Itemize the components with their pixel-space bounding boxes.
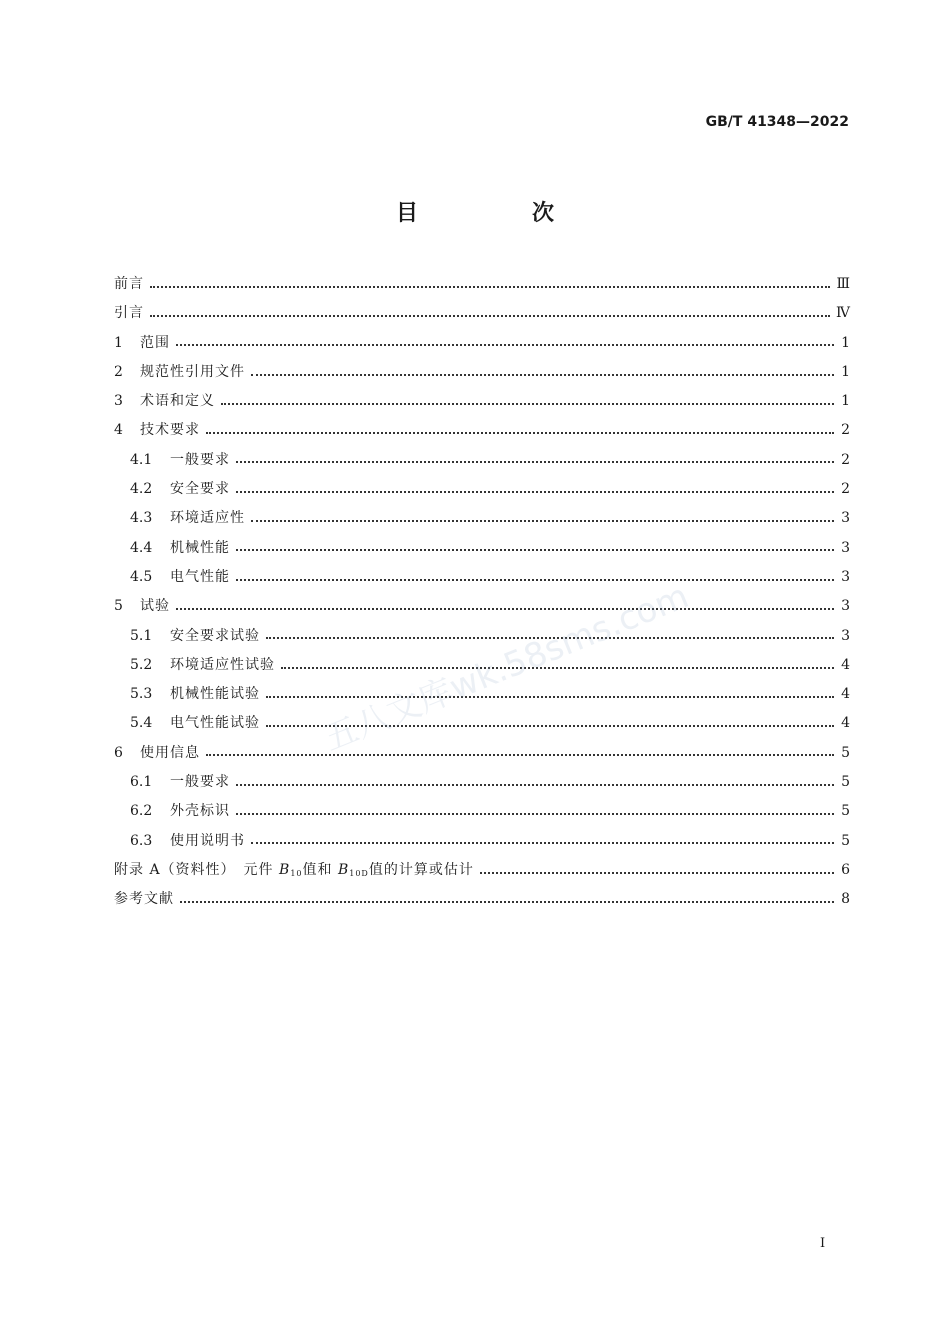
toc-entry-label: 试验 [140, 598, 170, 615]
toc-entry[interactable] [114, 329, 850, 358]
toc-entry-label: 使用信息 [140, 744, 200, 761]
toc-entry-number: 6 [114, 744, 123, 761]
toc-leader-dots [266, 696, 834, 698]
toc-entry[interactable] [114, 592, 850, 621]
toc-entry[interactable] [114, 299, 850, 328]
toc-entry-number: 6.2 [130, 803, 153, 820]
toc-leader-dots [150, 286, 830, 288]
toc-entry-label: 规范性引用文件 [140, 363, 245, 380]
toc-entry[interactable] [114, 563, 850, 592]
toc-entry-number: 4.4 [130, 539, 153, 556]
toc-leader-dots [251, 520, 834, 522]
toc-entry-page: 3 [841, 598, 850, 615]
toc-leader-dots [251, 374, 834, 376]
toc-entry[interactable] [114, 622, 850, 651]
toc-entry[interactable] [114, 416, 850, 445]
toc-entry-page: 1 [841, 363, 850, 380]
toc-entry-label: 安全要求 [170, 481, 230, 498]
toc-entry-page: 4 [841, 656, 850, 673]
toc-entry-page: 5 [841, 744, 850, 761]
toc-entry-label: 机械性能试验 [170, 686, 260, 703]
toc-entry-number: 6.1 [130, 774, 153, 791]
toc-entry-label: 电气性能 [170, 568, 230, 585]
toc-leader-dots [251, 842, 834, 844]
toc-entry-number: 3 [114, 393, 123, 410]
toc-entry-page: 5 [841, 832, 850, 849]
toc-entry-number: 4.5 [130, 568, 153, 585]
toc-entry-label: 机械性能 [170, 539, 230, 556]
footer-page-number: I [820, 1236, 826, 1251]
toc-entry[interactable] [114, 270, 850, 299]
toc-entry[interactable] [114, 797, 850, 826]
toc-entry-number: 5.2 [130, 656, 153, 673]
toc-entry-page: 5 [841, 803, 850, 820]
toc-entry-label: 一般要求 [170, 451, 230, 468]
toc-entry-label: 技术要求 [140, 422, 200, 439]
toc-entry-page: 1 [841, 334, 850, 351]
annex-label [114, 856, 474, 888]
toc-entry[interactable] [114, 827, 850, 856]
toc-entry[interactable] [114, 768, 850, 797]
toc-leader-dots [180, 901, 834, 903]
toc-entry-label: 环境适应性 [170, 510, 245, 527]
toc-entry[interactable] [114, 387, 850, 416]
toc-entry-number: 5.4 [130, 715, 153, 732]
toc-entry-page: 4 [841, 715, 850, 732]
toc-leader-dots [236, 461, 834, 463]
toc-entry-label: 引言 [114, 305, 144, 322]
toc-entry-page: 3 [841, 568, 850, 585]
toc-entry[interactable] [114, 680, 850, 709]
toc-leader-dots [236, 579, 834, 581]
toc-entry[interactable] [114, 739, 850, 768]
toc-entry-label: 前言 [114, 276, 144, 292]
toc-entry-label: 使用说明书 [170, 832, 245, 849]
toc-entry[interactable] [114, 358, 850, 387]
references-label: 参考文献 [114, 891, 174, 908]
toc-entry[interactable] [114, 651, 850, 680]
toc-leader-dots [150, 315, 830, 317]
toc-leader-dots [221, 403, 834, 405]
toc-leader-dots [236, 491, 834, 493]
annex-sub1: 10 [290, 868, 303, 878]
toc-entry-label: 外壳标识 [170, 803, 230, 820]
toc-entry[interactable] [114, 504, 850, 533]
toc-entry-label: 术语和定义 [140, 393, 215, 410]
toc-leader-dots [236, 784, 834, 786]
toc-entry-page: 2 [841, 451, 850, 468]
toc-leader-dots [176, 344, 834, 346]
toc-entry-page: 3 [841, 539, 850, 556]
toc-entry-label: 环境适应性试验 [170, 656, 275, 673]
toc-entry-references[interactable] [114, 885, 850, 914]
annex-sub2: 10D [349, 868, 369, 878]
toc-entry-label: 电气性能试验 [170, 715, 260, 732]
toc-leader-dots [281, 667, 834, 669]
annex-mid: 值和 [302, 861, 338, 878]
toc-entry-page: Ⅳ [836, 305, 850, 322]
toc-leader-dots [266, 637, 834, 639]
toc-entry-page: 2 [841, 481, 850, 498]
toc-leader-dots [236, 813, 834, 815]
toc-entry[interactable] [114, 709, 850, 738]
toc-entry-label: 安全要求试验 [170, 627, 260, 644]
toc-entry-number: 4.1 [130, 451, 153, 468]
toc-entry-number: 2 [114, 363, 123, 380]
toc-entry-page: 4 [841, 686, 850, 703]
toc-leader-dots [176, 608, 834, 610]
toc-entry-page: 1 [841, 393, 850, 410]
annex-b-letter-2: B [337, 861, 350, 878]
toc-entry-page: 5 [841, 774, 850, 791]
toc-leader-dots [480, 872, 834, 874]
toc-entry-number: 4.2 [130, 481, 153, 498]
annex-prefix: 附录 A（资料性） 元件 [114, 861, 280, 878]
annex-page: 6 [841, 861, 850, 878]
page-title: 目 次 [395, 201, 600, 226]
standard-code: GB/T 41348—2022 [705, 114, 849, 130]
table-of-contents [114, 270, 850, 915]
toc-entry-label: 范围 [140, 334, 170, 351]
toc-leader-dots [236, 549, 834, 551]
references-page: 8 [841, 891, 850, 908]
toc-entry-number: 1 [114, 334, 123, 351]
toc-entry-page: 3 [841, 627, 850, 644]
toc-entry[interactable] [114, 534, 850, 563]
toc-entry-number: 4.3 [130, 510, 153, 527]
annex-b-letter: B [279, 861, 291, 878]
toc-entry-page: Ⅲ [836, 276, 850, 292]
toc-entry-page: 2 [841, 422, 850, 439]
toc-entry-number: 5 [114, 598, 123, 615]
annex-suffix: 值的计算或估计 [368, 861, 474, 878]
toc-entry[interactable] [114, 475, 850, 504]
toc-leader-dots [206, 754, 834, 756]
toc-entry-page: 3 [841, 510, 850, 527]
toc-entry-number: 4 [114, 422, 123, 439]
toc-leader-dots [206, 432, 834, 434]
toc-entry-label: 一般要求 [170, 774, 230, 791]
toc-entry[interactable] [114, 446, 850, 475]
toc-entry-annex[interactable] [114, 856, 850, 885]
toc-entry-number: 5.1 [130, 627, 153, 644]
toc-entry-number: 6.3 [130, 832, 153, 849]
watermark: 五八文库wk.58sms.com [318, 576, 695, 760]
toc-leader-dots [266, 725, 834, 727]
toc-entry-number: 5.3 [130, 686, 153, 703]
